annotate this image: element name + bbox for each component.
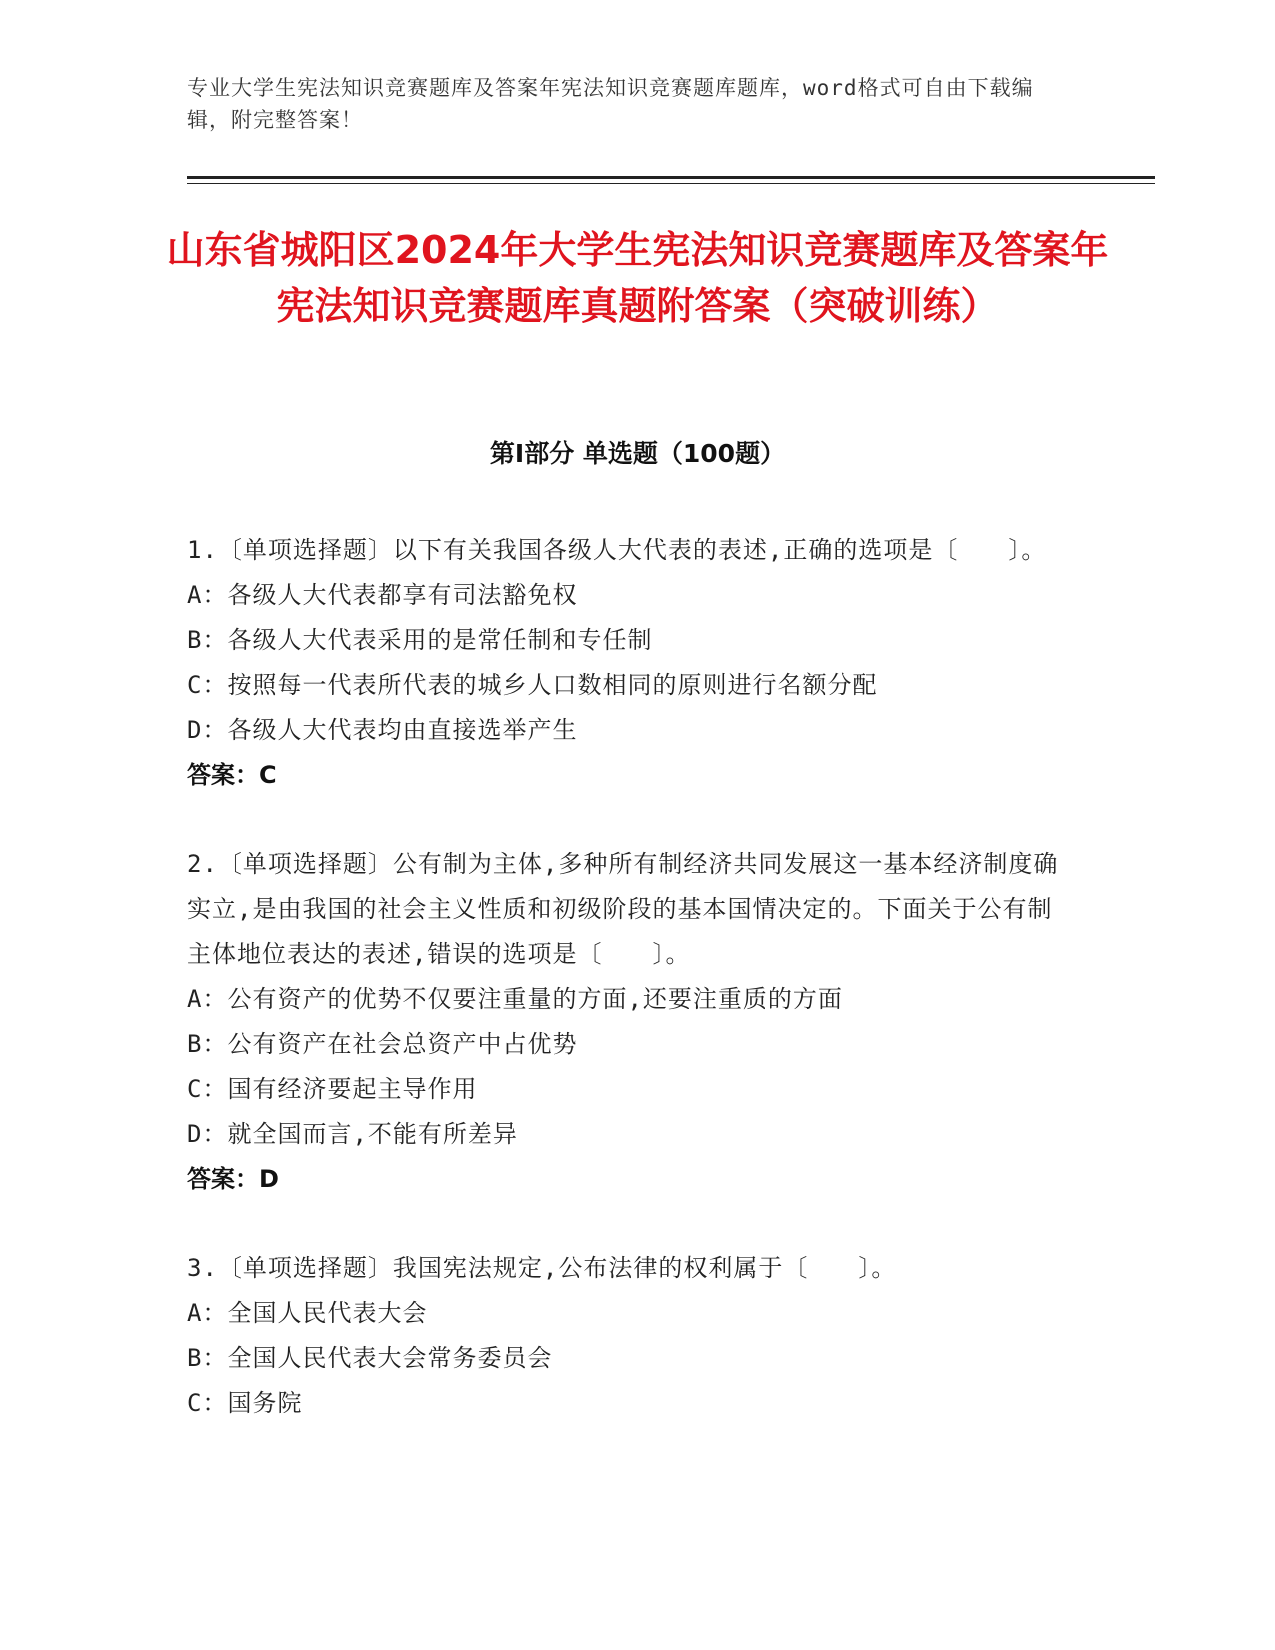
- option-d: D：各级人大代表均由直接选举产生: [187, 716, 578, 744]
- option-a: A：各级人大代表都享有司法豁免权: [187, 581, 578, 609]
- option-c: C：国务院: [187, 1389, 303, 1417]
- question-stem: 1.〔单项选择题〕以下有关我国各级人大代表的表述,正确的选项是〔 〕。: [187, 536, 1047, 564]
- option-d: D：就全国而言,不能有所差异: [187, 1120, 518, 1148]
- question-1: [187, 528, 1077, 798]
- answer-line: 答案：D: [187, 1165, 279, 1193]
- option-c: C：按照每一代表所代表的城乡人口数相同的原则进行名额分配: [187, 671, 878, 699]
- answer-line: 答案：C: [187, 761, 277, 789]
- header-divider-thin: [187, 183, 1155, 184]
- question-list: [187, 528, 1077, 1470]
- header-divider-thick: [187, 176, 1155, 179]
- option-a: A：全国人民代表大会: [187, 1299, 428, 1327]
- option-c: C：国有经济要起主导作用: [187, 1075, 478, 1103]
- question-stem: 2.〔单项选择题〕公有制为主体,多种所有制经济共同发展这一基本经济制度确实立,是由我国的社会主义性质和初级阶段的基本国情决定的。下面关于公有制主体地位表达的表述,错误的选项是〔 〕。: [187, 850, 1059, 968]
- option-a: A：公有资产的优势不仅要注重量的方面,还要注重质的方面: [187, 985, 843, 1013]
- question-3: [187, 1246, 1077, 1426]
- option-b: B：各级人大代表采用的是常任制和专任制: [187, 626, 653, 654]
- document-title: 山东省城阳区2024年大学生宪法知识竞赛题库及答案年宪法知识竞赛题库真题附答案（突破训练）: [166, 228, 1109, 328]
- question-2: [187, 842, 1077, 1202]
- option-b: B：全国人民代表大会常务委员会: [187, 1344, 553, 1372]
- header-note: 专业大学生宪法知识竞赛题库及答案年宪法知识竞赛题库题库，word格式可自由下载编辑，附完整答案！: [187, 76, 1034, 132]
- section-title: 第Ⅰ部分 单选题（100题）: [489, 439, 786, 468]
- option-b: B：公有资产在社会总资产中占优势: [187, 1030, 578, 1058]
- question-stem: 3.〔单项选择题〕我国宪法规定,公布法律的权利属于〔 〕。: [187, 1254, 897, 1282]
